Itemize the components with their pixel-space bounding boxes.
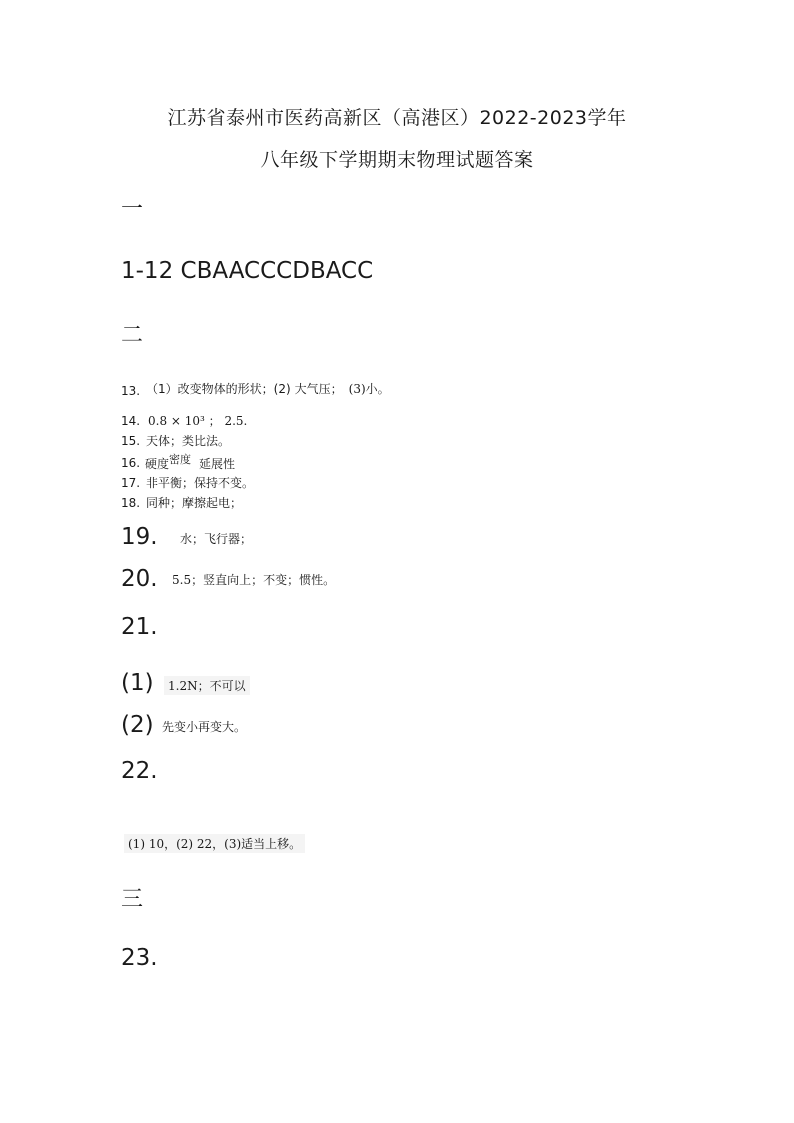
q19-answer: 水；飞行器； xyxy=(180,532,253,546)
q16-part1: 硬度 xyxy=(145,457,170,471)
q20-number: 20. xyxy=(121,566,158,592)
title-line-1: 江苏省泰州市医药高新区（高港区）2022-2023学年 xyxy=(167,107,627,129)
section-two-heading: 二 xyxy=(121,323,144,348)
q20-part2: ；竖直向上；不变；惯性。 xyxy=(191,573,336,587)
q13-part2: 大气压； xyxy=(294,382,343,396)
answers-1-12: 1-12 CBAACCCDBACC xyxy=(121,258,374,284)
q14-answer: 0.8 × 10³ ； 2.5. xyxy=(148,414,248,428)
q16-part3: 延展性 xyxy=(199,457,236,471)
section-one-heading: 一 xyxy=(121,197,144,222)
q21-2-answer: 先变小再变大。 xyxy=(162,720,247,734)
q13-part3: (3) xyxy=(348,382,366,396)
q21-number: 21. xyxy=(121,614,158,640)
q15-answer: 天体；类比法。 xyxy=(146,434,231,448)
section-three-heading: 三 xyxy=(121,887,144,912)
q17-number: 17. xyxy=(121,476,141,490)
q21-2-number: (2) xyxy=(121,712,154,738)
title-line-2: 八年级下学期期末物理试题答案 xyxy=(260,149,534,171)
q21-1-answer: 1.2N；不可以 xyxy=(164,676,250,695)
q14-number: 14. xyxy=(121,414,141,428)
q16-part2: 密度 xyxy=(169,453,192,466)
q16-number: 16. xyxy=(121,456,141,470)
q13-part4: 小。 xyxy=(365,382,390,396)
q22-number: 22. xyxy=(121,758,158,784)
q16-answer xyxy=(145,455,235,472)
q21-1-number: (1) xyxy=(121,670,154,696)
q20-part1: 5.5 xyxy=(172,573,192,587)
q15-number: 15. xyxy=(121,434,141,448)
q17-answer: 非平衡；保持不变。 xyxy=(146,476,255,490)
q23-number: 23. xyxy=(121,945,158,971)
q20-answer xyxy=(172,571,335,588)
q13-answer xyxy=(146,380,390,397)
q18-number: 18. xyxy=(121,496,141,510)
q18-answer: 同种；摩擦起电； xyxy=(146,496,243,510)
q22-answer: (1) 10，(2) 22，(3)适当上移。 xyxy=(124,834,305,853)
q19-number: 19. xyxy=(121,524,158,550)
q13-part1: （1）改变物体的形状；(2) xyxy=(146,382,291,396)
q13-number: 13. xyxy=(121,384,141,398)
